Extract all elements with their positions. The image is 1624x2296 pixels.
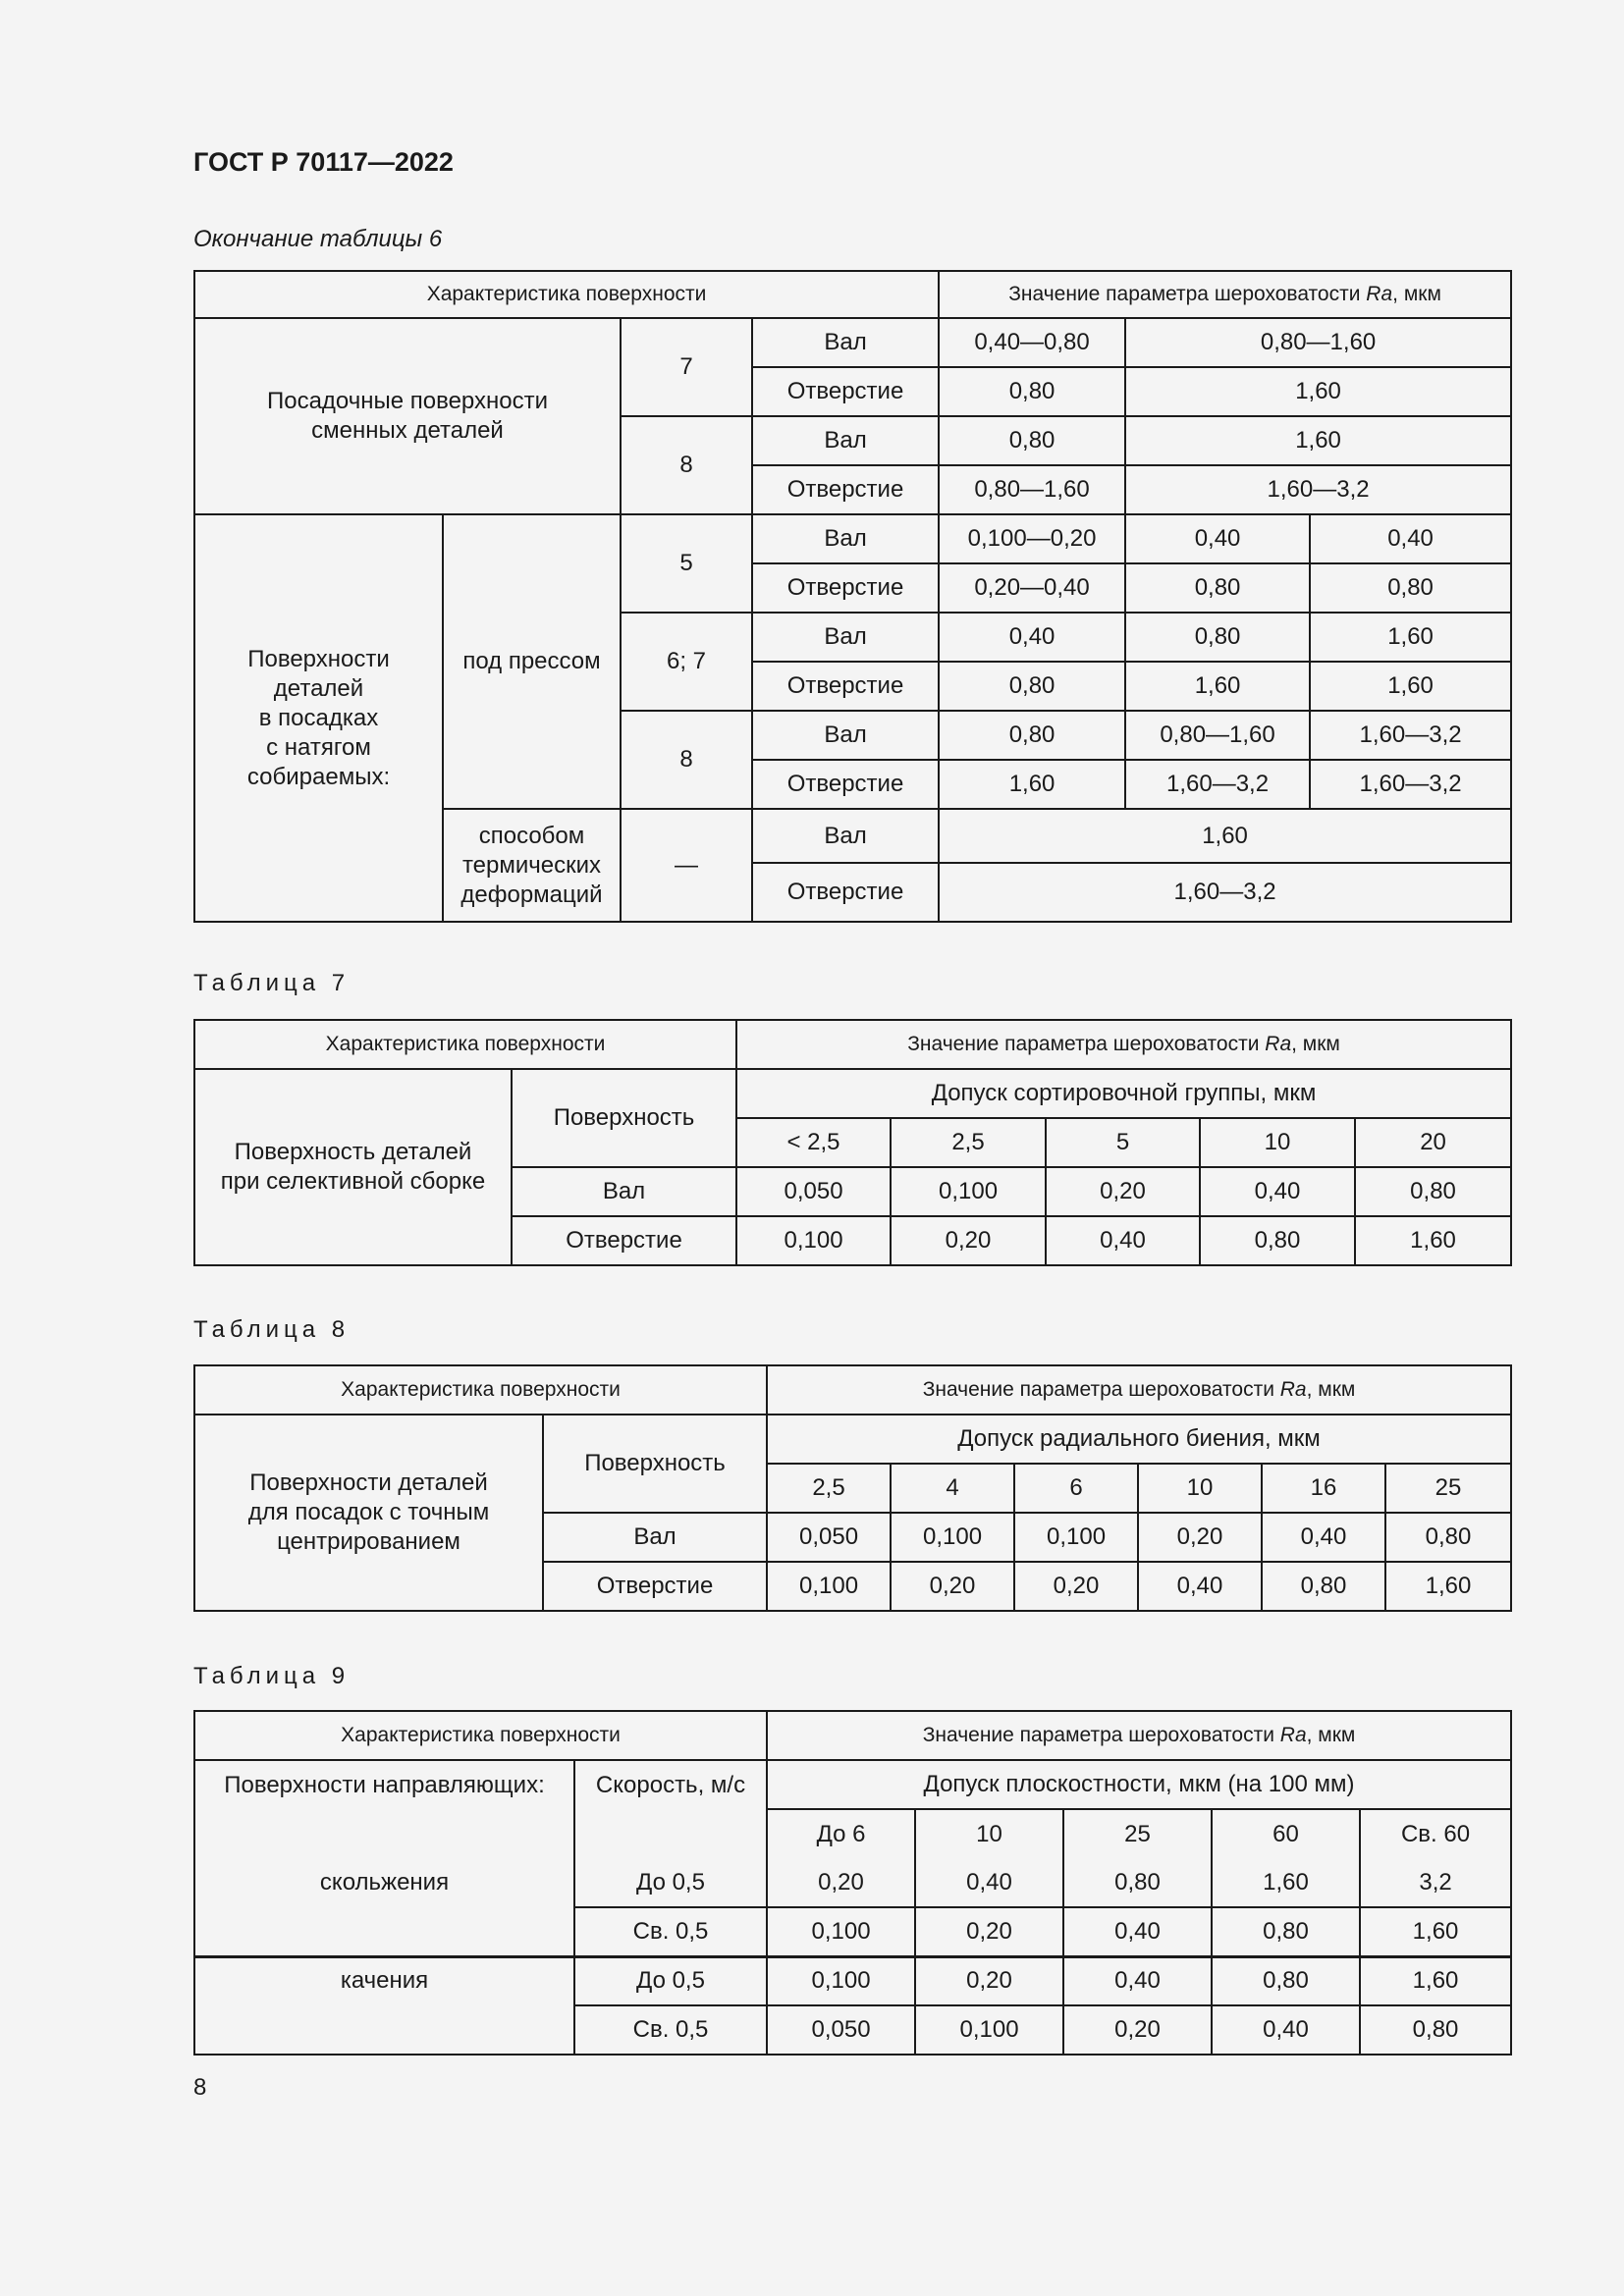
surface-cell: Отверстие <box>752 465 939 514</box>
value-cell: 0,80 <box>1212 1956 1360 2005</box>
surface-cell: Отверстие <box>752 863 939 922</box>
tolerance-cell: 10 <box>1138 1464 1262 1513</box>
surface-cell: Вал <box>752 711 939 760</box>
table7-label: Поверхность деталей при селективной сборке <box>194 1069 512 1265</box>
table9-rolling-label: качения <box>194 1956 574 2055</box>
table6-header-row <box>194 271 1511 318</box>
table9-header-value: Значение параметра шероховатости Ra, мкм <box>767 1711 1511 1760</box>
tolerance-cell: Св. 60 <box>1360 1809 1511 1858</box>
value-cell: 3,2 <box>1360 1858 1511 1907</box>
table-row <box>194 514 1511 563</box>
value-cell: 0,40 <box>1063 1907 1212 1956</box>
tolerance-cell: 16 <box>1262 1464 1385 1513</box>
table-row <box>194 1907 1511 1956</box>
surface-cell: Отверстие <box>752 662 939 711</box>
value-cell: 1,60 <box>1125 662 1310 711</box>
value-cell: 0,80 <box>939 711 1125 760</box>
value-cell: 0,20 <box>1063 2005 1212 2055</box>
value-cell: 0,20 <box>767 1858 915 1907</box>
value-cell: 0,40 <box>1046 1216 1200 1265</box>
table6-quality-7: 7 <box>621 318 752 416</box>
value-cell: 0,050 <box>767 1513 891 1562</box>
value-cell: 0,050 <box>736 1167 891 1216</box>
surface-cell: Отверстие <box>752 563 939 613</box>
tolerance-cell: 2,5 <box>891 1118 1046 1167</box>
table6-group1-label: Посадочные поверхности сменных деталей <box>194 318 621 514</box>
tolerance-cell: 5 <box>1046 1118 1200 1167</box>
table9-empty-cell <box>194 1809 574 1858</box>
value-cell: 0,100 <box>1014 1513 1138 1562</box>
table7-caption: Таблица 7 <box>193 970 351 996</box>
table-row <box>194 1858 1511 1907</box>
value-cell: 0,40 <box>1212 2005 1360 2055</box>
value-cell: 0,80—1,60 <box>1125 711 1310 760</box>
value-cell: 0,80 <box>939 662 1125 711</box>
table-row <box>194 1069 1511 1118</box>
table8-label: Поверхности деталей для посадок с точным центрированием <box>194 1415 543 1611</box>
table6-thermal-quality: — <box>621 809 752 922</box>
value-cell: 0,20 <box>891 1562 1014 1611</box>
table-row <box>194 1956 1511 2005</box>
value-cell: 0,40 <box>1262 1513 1385 1562</box>
value-cell: 0,40 <box>939 613 1125 662</box>
surface-cell: Вал <box>512 1167 736 1216</box>
value-cell: 0,80 <box>1355 1167 1511 1216</box>
value-cell: 0,80 <box>1200 1216 1355 1265</box>
table8-header-characteristic: Характеристика поверхности <box>194 1365 767 1415</box>
value-cell: 0,100 <box>767 1956 915 2005</box>
table8-surface-header: Поверхность <box>543 1415 767 1513</box>
value-cell: 0,80 <box>939 416 1125 465</box>
surface-cell: Отверстие <box>752 367 939 416</box>
value-cell: 0,80 <box>1262 1562 1385 1611</box>
tolerance-cell: 6 <box>1014 1464 1138 1513</box>
table8-header-row <box>194 1365 1511 1415</box>
table6-quality-8: 8 <box>621 416 752 514</box>
table8-caption: Таблица 8 <box>193 1316 351 1343</box>
value-cell: 0,80 <box>939 367 1125 416</box>
value-cell: 1,60—3,2 <box>1125 760 1310 809</box>
tolerance-cell: 25 <box>1063 1809 1212 1858</box>
tolerance-cell: 10 <box>1200 1118 1355 1167</box>
value-cell: 1,60 <box>1212 1858 1360 1907</box>
value-cell: 0,20 <box>891 1216 1046 1265</box>
surface-cell: Вал <box>543 1513 767 1562</box>
tolerance-cell: < 2,5 <box>736 1118 891 1167</box>
value-cell: 0,40 <box>1200 1167 1355 1216</box>
table6-quality-8b: 8 <box>621 711 752 809</box>
value-cell: 0,40—0,80 <box>939 318 1125 367</box>
value-cell: 0,050 <box>767 2005 915 2055</box>
table9-tolerance-header: Допуск плоскостности, мкм (на 100 мм) <box>767 1760 1511 1809</box>
value-cell: 0,40 <box>1063 1956 1212 2005</box>
surface-cell: Вал <box>752 809 939 863</box>
table9-guides-label: Поверхности направляющих: <box>194 1760 574 1809</box>
value-cell: 0,100—0,20 <box>939 514 1125 563</box>
table6-quality-5: 5 <box>621 514 752 613</box>
value-cell: 1,60 <box>1360 1907 1511 1956</box>
value-cell: 0,20—0,40 <box>939 563 1125 613</box>
table6-thermal-label: способом термических деформаций <box>443 809 621 922</box>
value-cell: 1,60 <box>1310 662 1511 711</box>
value-cell: 1,60—3,2 <box>939 863 1511 922</box>
speed-cell: До 0,5 <box>574 1858 767 1907</box>
speed-cell: Св. 0,5 <box>574 1907 767 1956</box>
tolerance-cell: 60 <box>1212 1809 1360 1858</box>
value-cell: 1,60—3,2 <box>1125 465 1511 514</box>
value-cell: 1,60 <box>939 760 1125 809</box>
value-cell: 0,100 <box>891 1513 1014 1562</box>
surface-cell: Вал <box>752 416 939 465</box>
value-cell: 0,80 <box>1310 563 1511 613</box>
tolerance-cell: 10 <box>915 1809 1063 1858</box>
value-cell: 0,100 <box>736 1216 891 1265</box>
table-9 <box>193 1710 1512 2056</box>
document-id: ГОСТ Р 70117—2022 <box>193 147 454 177</box>
surface-cell: Вал <box>752 613 939 662</box>
value-cell: 0,100 <box>891 1167 1046 1216</box>
table6-press-label: под прессом <box>443 514 621 809</box>
value-cell: 0,20 <box>1046 1167 1200 1216</box>
value-cell: 0,80—1,60 <box>1125 318 1511 367</box>
value-cell: 0,80 <box>1125 613 1310 662</box>
table-row <box>194 1415 1511 1464</box>
value-cell: 0,80 <box>1360 2005 1511 2055</box>
table6-caption: Окончание таблицы 6 <box>193 226 443 252</box>
value-cell: 1,60 <box>1125 367 1511 416</box>
tolerance-cell: До 6 <box>767 1809 915 1858</box>
value-cell: 1,60 <box>1385 1562 1511 1611</box>
table9-empty-cell <box>574 1809 767 1858</box>
tolerance-cell: 4 <box>891 1464 1014 1513</box>
table9-speed-header: Скорость, м/с <box>574 1760 767 1809</box>
table-row <box>194 1809 1511 1858</box>
table9-header-row <box>194 1711 1511 1760</box>
value-cell: 0,100 <box>767 1562 891 1611</box>
value-cell: 0,40 <box>1125 514 1310 563</box>
value-cell: 0,40 <box>1310 514 1511 563</box>
value-cell: 1,60 <box>1355 1216 1511 1265</box>
tolerance-cell: 25 <box>1385 1464 1511 1513</box>
table9-sliding-label: скольжения <box>194 1858 574 1907</box>
surface-cell: Отверстие <box>752 760 939 809</box>
value-cell: 0,80 <box>1212 1907 1360 1956</box>
table9-header-characteristic: Характеристика поверхности <box>194 1711 767 1760</box>
table6-header-value: Значение параметра шероховатости Ra, мкм <box>939 271 1511 318</box>
table-8 <box>193 1364 1512 1612</box>
value-cell: 0,40 <box>1138 1562 1262 1611</box>
table7-header-characteristic: Характеристика поверхности <box>194 1020 736 1069</box>
value-cell: 0,20 <box>1014 1562 1138 1611</box>
value-cell: 0,80 <box>1385 1513 1511 1562</box>
value-cell: 0,100 <box>915 2005 1063 2055</box>
table-7 <box>193 1019 1512 1266</box>
value-cell: 1,60—3,2 <box>1310 760 1511 809</box>
tolerance-cell: 2,5 <box>767 1464 891 1513</box>
surface-cell: Отверстие <box>512 1216 736 1265</box>
table9-empty-cell <box>194 1907 574 1956</box>
table7-header-value: Значение параметра шероховатости Ra, мкм <box>736 1020 1511 1069</box>
table6-quality-6-7: 6; 7 <box>621 613 752 711</box>
value-cell: 0,40 <box>915 1858 1063 1907</box>
value-cell: 0,80 <box>1125 563 1310 613</box>
value-cell: 0,20 <box>915 1956 1063 2005</box>
surface-cell: Вал <box>752 514 939 563</box>
value-cell: 1,60 <box>1310 613 1511 662</box>
value-cell: 0,20 <box>1138 1513 1262 1562</box>
speed-cell: Св. 0,5 <box>574 2005 767 2055</box>
value-cell: 0,80—1,60 <box>939 465 1125 514</box>
value-cell: 0,100 <box>767 1907 915 1956</box>
surface-cell: Отверстие <box>543 1562 767 1611</box>
surface-cell: Вал <box>752 318 939 367</box>
value-cell: 1,60 <box>939 809 1511 863</box>
table-row <box>194 1760 1511 1809</box>
value-cell: 0,80 <box>1063 1858 1212 1907</box>
tolerance-cell: 20 <box>1355 1118 1511 1167</box>
table6-header-characteristic: Характеристика поверхности <box>194 271 939 318</box>
value-cell: 1,60—3,2 <box>1310 711 1511 760</box>
value-cell: 1,60 <box>1360 1956 1511 2005</box>
page-number: 8 <box>193 2074 207 2101</box>
table8-header-value: Значение параметра шероховатости Ra, мкм <box>767 1365 1511 1415</box>
table8-tolerance-header: Допуск радиального биения, мкм <box>767 1415 1511 1464</box>
table-6 <box>193 270 1512 923</box>
table6-group2-label: Поверхности деталей в посадках с натягом собираемых: <box>194 514 443 922</box>
speed-cell: До 0,5 <box>574 1956 767 2005</box>
table-row <box>194 318 1511 367</box>
table7-tolerance-header: Допуск сортировочной группы, мкм <box>736 1069 1511 1118</box>
value-cell: 0,20 <box>915 1907 1063 1956</box>
table9-caption: Таблица 9 <box>193 1663 351 1689</box>
table7-surface-header: Поверхность <box>512 1069 736 1167</box>
table7-header-row <box>194 1020 1511 1069</box>
value-cell: 1,60 <box>1125 416 1511 465</box>
